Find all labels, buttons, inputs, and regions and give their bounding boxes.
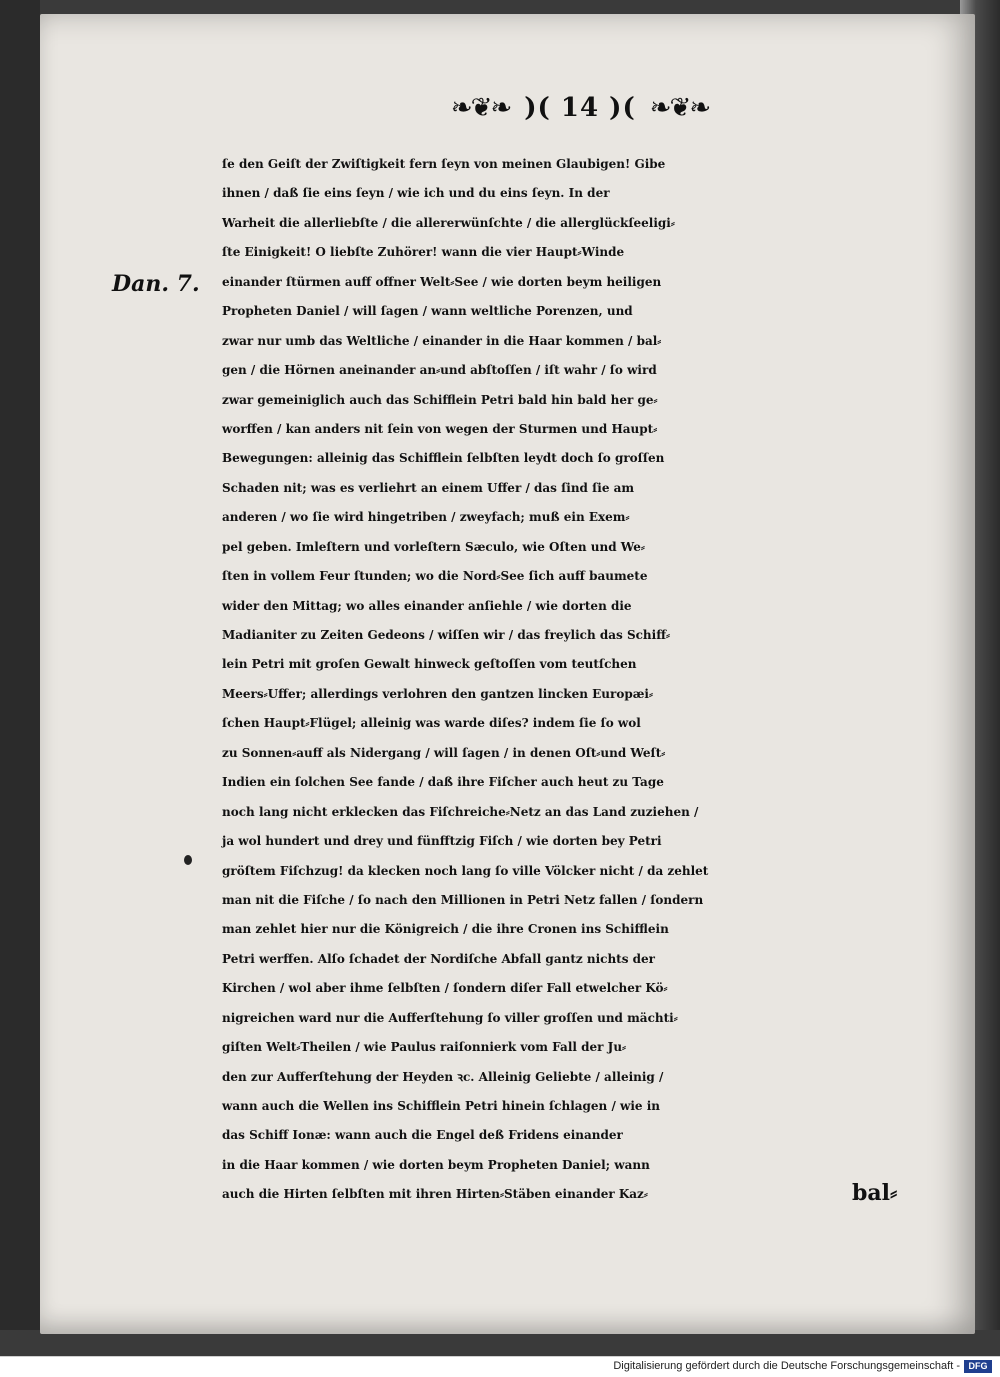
text-line: zu Sonnen⸗auff als Nidergang / will ſagen / in denen Oſt⸗und Weſt⸗ <box>222 745 666 760</box>
ornament-left-icon: ❧❦❧ <box>450 93 511 123</box>
text-line: ihnen / daß ſie eins ſeyn / wie ich und du eins ſeyn. In der <box>222 186 610 201</box>
page-header <box>430 88 730 128</box>
text-line: giſten Welt⸗Theilen / wie Paulus raiſonnierk vom Fall der Ju⸗ <box>222 1040 627 1055</box>
text-line: anderen / wo ſie wird hingetriben / zweyfach; muß ein Exem⸗ <box>222 510 630 525</box>
text-line: in die Haar kommen / wie dorten beym Propheten Daniel; wann <box>222 1157 650 1172</box>
text-line: gröſtem Fiſchzug! da klecken noch lang ſo ville Völcker nicht / da zehlet <box>222 863 709 878</box>
text-line: ſe den Geiſt der Zwiſtigkeit fern ſeyn von meinen Glaubigen! Gibe <box>222 157 666 171</box>
text-line: Propheten Daniel / will ſagen / wann weltliche Porenzen, und <box>222 304 633 319</box>
text-line: man nit die Fiſche / ſo nach den Millionen in Petri Netz fallen / ſondern <box>222 892 704 907</box>
text-line: einander ſtürmen auff offner Welt⸗See / wie dorten beym heiligen <box>222 274 662 289</box>
text-line: man zehlet hier nur die Königreich / die ihre Cronen ins Schifflein <box>222 922 669 937</box>
text-line: Schaden nit; was es verliehrt an einem Uffer / das ſind ſie am <box>222 480 635 495</box>
text-line: auch die Hirten ſelbſten mit ihren Hirten⸗Stäben einander Kaz⸗ <box>222 1187 648 1202</box>
text-line: Warheit die allerliebſte / die allererwünſchte / die allerglückſeeligi⸗ <box>222 215 675 230</box>
text-line: nigreichen ward nur die Aufferſtehung ſo viller groſſen und mächti⸗ <box>222 1010 678 1025</box>
text-line: wann auch die Wellen ins Schifflein Petri hinein ſchlagen / wie in <box>222 1099 660 1113</box>
ink-blot <box>184 855 192 865</box>
dfg-logo: DFG <box>964 1360 992 1373</box>
ornament-right-icon: ❧❦❧ <box>649 93 710 123</box>
scan-border-left <box>0 0 40 1356</box>
text-line: Meers⸗Uffer; allerdings verlohren den gantzen lincken Europæi⸗ <box>222 686 653 701</box>
footer-credit: Digitalisierung gefördert durch die Deutsche Forschungsgemeinschaft - <box>613 1360 960 1372</box>
text-line: pel geben. Imleſtern und vorleſtern Sæculo, wie Oſten und We⸗ <box>222 539 645 554</box>
footer-bar <box>0 1356 1000 1377</box>
text-line: gen / die Hörnen aneinander an⸗und abſtoſſen / iſt wahr / ſo wird <box>222 363 657 378</box>
text-line: Madianiter zu Zeiten Gedeons / wiſſen wir / das freylich das Schiff⸗ <box>222 628 671 642</box>
text-line: das Schiff Ionæ: wann auch die Engel deß Fridens einander <box>222 1128 623 1143</box>
body-text <box>222 150 952 1210</box>
text-line: ſten in vollem Feur ſtunden; wo die Nord⸗See ſich auff baumete <box>222 569 648 584</box>
text-line: noch lang nicht erklecken das Fiſchreiche⸗Netz an das Land zuziehen / <box>222 804 699 819</box>
text-line: ja wol hundert und drey und fünfftzig Fiſch / wie dorten bey Petri <box>222 834 662 849</box>
text-line: Kirchen / wol aber ihme ſelbſten / ſondern diſer Fall etwelcher Kö⸗ <box>222 981 668 996</box>
catchword: bal⸗ <box>852 1180 898 1206</box>
text-line: Bewegungen: alleinig das Schifflein ſelbſten leydt doch ſo groſſen <box>222 451 665 466</box>
text-line: den zur Aufferſtehung der Heyden ꝛc. Alleinig Geliebte / alleinig / <box>222 1069 664 1084</box>
text-line: Indien ein ſolchen See fande / daß ihre Fiſcher auch heut zu Tage <box>222 775 664 790</box>
text-line: worffen / kan anders nit ſein von wegen der Sturmen und Haupt⸗ <box>222 421 658 436</box>
margin-note: Dan. 7. <box>112 271 200 297</box>
text-line: ſchen Haupt⸗Flügel; alleinig was warde diſes? indem ſie ſo wol <box>222 716 641 731</box>
page-number: )( 14 )( <box>524 93 636 123</box>
text-line: Petri werffen. Alſo ſchadet der Nordiſche Abfall gantz nichts der <box>222 951 655 966</box>
text-line: ſte Einigkeit! O liebſte Zuhörer! wann die vier Haupt⸗Winde <box>222 245 625 260</box>
text-line: zwar gemeiniglich auch das Schifflein Petri bald hin bald her ge⸗ <box>222 392 658 407</box>
text-line: zwar nur umb das Weltliche / einander in die Haar kommen / bal⸗ <box>222 333 662 348</box>
text-line: wider den Mittag; wo alles einander anſiehle / wie dorten die <box>222 598 632 613</box>
text-line: lein Petri mit groſen Gewalt hinweck geſtoſſen vom teutſchen <box>222 657 637 672</box>
